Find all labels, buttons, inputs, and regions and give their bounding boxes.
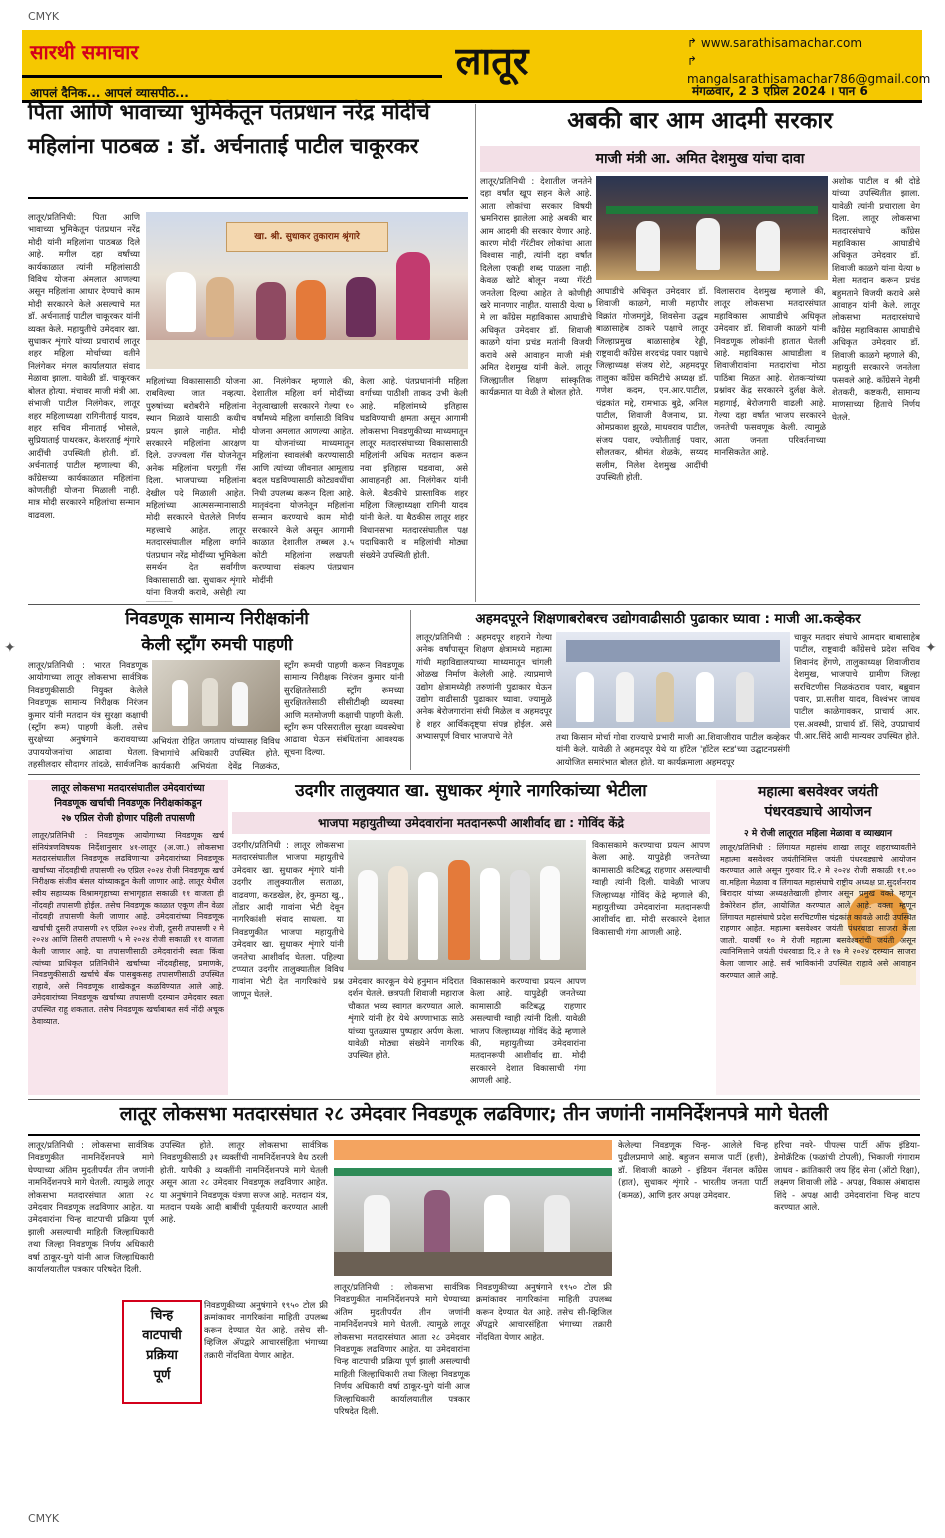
crowd-figure xyxy=(448,860,470,960)
story8-col2: उपस्थित होते. लातूर लोकसभा सार्वत्रिक निवडणुकीसाठी ३१ व्यक्तींची नामनिर्देशनपत्रे वैध ठरली होती. यापैकी ३ व्यक्तींनी नामनिर्देशनपत्रे मागे घेतली असून आता २८ उमेदवार निवडणूक लढविणार आहेत. या अनुषंगाने निवडणूक यंत्रणा सज्ज आहे. मतदान यंत्र, मतदान पथके आदी बाबींची पूर्वतयारी करण्यात आली आहे. xyxy=(160,1141,328,1226)
website-link[interactable]: ↱ www.sarathisamachar.com xyxy=(687,36,863,50)
story5-body: लातूर/प्रतिनिधी : निवडणूक आयोगाच्या निवडणूक खर्च संनियंत्रणविषयक निर्देशानुसार ४१-लातूर (अ.जा.) लोकसभा मतदारसंघातील निवडणूक लढविणाऱ्या उमेदवारांच्या निवडणूक खर्चाच्या नोंदवहीची तपासणी २७ एप्रिल २०२४ रोजी निवडणूक खर्च निरीक्षक संजीव बंसल यांच्याकडून केली जाणार आहे. लातूर येथील स्वीय सहाय्यक विश्रामगृहाच्या सभागृहात सकाळी ११ वाजता ही नोंदवही तपासणी होईल. तसेच निवडणूक काळात एकूण तीन वेळा नोंदवही तपासणी केली जाणार आहे. उमेदवारांच्या निवडणूक खर्चाची दुसरी तपासणी २९ एप्रिल २०२४ रोजी, दुसरी तपासणी २ मे २०२४ आणि तिसरी तपासणी ५ मे २०२४ रोजी सकाळी ११ वाजता केली जाणार आहे. या तपासणीसाठी उमेदवारांनी स्वतः किंवा त्यांच्या प्राधिकृत प्रतिनिधीने खर्चाच्या नोंदवहीसह, प्रमाणके, निवडणुकीसाठी खर्चाचे बँक पासबुकसह तपासणीसाठी उपस्थित राहावे, असे निवडणूक शाखेकडून कळविण्यात आले आहे. उमेदवारांच्या निवडणूक खर्चाच्या तपासणी दरम्यान उमेदवार स्वतः उपस्थित राहू शकतात. तसेच निवडणूक खर्चाबाबत सर्व नोंदी अचूक ठेवाव्यात. xyxy=(32,831,224,1026)
flag-stripe xyxy=(334,1168,612,1176)
story8-rule xyxy=(28,1134,920,1136)
leader-figure xyxy=(756,221,780,271)
speaker-figure xyxy=(396,252,430,342)
party-flags xyxy=(606,206,818,214)
story1-headline-line2: महिलांना पाठबळ : डॉ. अर्चनाताई पाटील चाकूरकर xyxy=(28,134,419,159)
story1-headline-line1: पिता आणि भावाच्या भुमिकेतून पंतप्रधान नरेंद्र मोदींचे xyxy=(28,100,430,124)
story8-headline: लातूर लोकसभा मतदारसंघात २८ उमेदवार निवडणूक लढविणार; तीन जणांनी नामनिर्देशनपत्रे मागे घेतली xyxy=(119,1103,829,1125)
person-figure xyxy=(206,277,234,337)
event-banner xyxy=(566,640,780,662)
story8-col3: लातूर/प्रतिनिधी : लोकसभा सार्वत्रिक निवडणुकीत नामनिर्देशनपत्रे मागे घेण्याच्या अंतिम मुदतीपर्यंत तीन जणांनी नामनिर्देशनपत्रे मागे घेतली. त्यामुळे लातूर लोकसभा मतदारसंघात आता २८ उमेदवार निवडणूक लढविणार आहेत. या उमेदवारांना चिन्ह वाटपाची प्रक्रिया पूर्ण झाली असल्याची माहिती जिल्हाधिकारी तथा जिल्हा निवडणूक निर्णय अधिकारी वर्षा ठाकूर-घुगे यांनी आज जिल्हाधिकारी कार्यालयातील पत्रकार परिषदेत दिली. xyxy=(334,1283,470,1418)
guest-figure xyxy=(696,672,714,722)
story6-col1: उदगीर/प्रतिनिधी : लातूर लोकसभा मतदारसंघातील भाजपा महायुतीचे उमेदवार खा. सुधाकर शृंगारे यांनी उदगीर तालुक्यातील सताळा, वाढवणा, करडखेल, हेर, कुमठा खु., तोंडार आदी गावांना भेटी देवून नागरिकांशी संवाद साधला. या निवडणुकीत भाजपा महायुतीचे उमेदवार खा. सुधाकर शृंगारे यांनी जनतेचा आशीर्वाद घेतला. पहिल्या टप्प्यात उदगीर तालुक्यातील विविध गावांना भेटी देत नागरिकांचे प्रश्न जाणून घेतले. xyxy=(232,841,344,1000)
crowd-figure xyxy=(418,872,438,960)
registration-top: CMYK xyxy=(28,10,60,23)
section-rule xyxy=(28,1099,920,1100)
official-figure xyxy=(232,682,248,726)
story7-body: लातूर/प्रतिनिधी : लिंगायत महासंघ शाखा लातूर शहराच्यावतीने महात्मा बसवेश्वर जयंतीनिमित्त जयंती पंधरवड्याचे आयोजन करण्यात आले असून गुरुवार दि.२ मे २०२४ रोजी सकाळी ११.०० वा.महिला मेळावा व लिंगायत महासंघाचे राष्ट्रीय अध्यक्ष प्रा.सुदर्शनराव बिरादार यांच्या अध्यक्षतेखाली होणार असून प्रमुख वक्ते म्हणून डेकोरेशन हॉल, आयोजित करण्यात आले आहे. वक्ता म्हणून लिंगायत महासंघाचे प्रदेश सरचिटणीस चंद्रकांत कावळे आदी उपस्थित राहणार आहेत. महात्मा बसवेश्वर जयंती पंधरवाडा साजरा केला जातो. यावर्षी १० मे रोजी महात्मा बसवेश्वरांची जयंती असून त्यानिमित्ताने जयंती पंधरवाडा दि.२ ते १७ मे २०२४ दरम्यान साजरा केला जाणार आहे. सर्व भाविकांनी उपस्थित राहावे असे आवाहन करण्यात आले आहे. xyxy=(720,843,916,980)
guest-figure xyxy=(616,672,634,722)
story8-photo xyxy=(334,1140,612,1276)
section-rule xyxy=(28,774,920,775)
section-rule xyxy=(28,604,920,605)
story1-col3: आ. निलंगेकर म्हणाले की, देशातील महिला वर्ग मोदींच्या नेतृत्वाखाली सरकारने गेल्या १० वर्षांमध्ये महिला वर्गासाठी विविध योजना अमलात आणल्या आहेत. या योजनांच्या माध्यमातून महिलांना स्वावलंबी करण्यासाठी आणि त्यांच्या जीवनात आमूलाग्र बदल घडविण्यासाठी कोट्यवधींचा निधी उपलब्ध करून दिला आहे. मातृवंदना योजनेतून महिलांना सन्मान करण्याचे काम मोदी सरकारने केले असून आगामी काळात देशातील तब्बल ३.५ कोटी महिलांना लखपती करण्याचा संकल्प पंतप्रधान मोदींनी xyxy=(252,377,354,586)
official-figure xyxy=(544,1195,570,1255)
sidebox-line: पूर्ण xyxy=(153,1368,171,1383)
crowd-figure xyxy=(358,870,378,960)
edition-city: लातूर xyxy=(455,38,529,83)
story6-col3: उमेदवार कारकून येथे हनुमान मंदिरात दर्शन घेतले. छत्रपती शिवाजी महाराज चौकात भव्य स्वागत करण्यात आले. शृंगारे यांनी हेर येथे अण्णाभाऊ साठे यांच्या पुतळ्यास पुष्पहार अर्पण केला. यावेळी मोठ्या संख्येने नागरिक उपस्थित होते. xyxy=(348,977,464,1062)
story2-col4: अशोक पाटील व श्री दोडे यांच्या उपस्थितीत झाला. यावेळी त्यांनी प्रचाराला वेग दिला. लातूर लोकसभा मतदारसंघाचे काँग्रेस महाविकास आघाडीचे अधिकृत उमेदवार डॉ. शिवाजी काळगे यांना येत्या ७ मेला मतदान करून प्रचंड बहुमताने विजयी करावे असे आवाहन यांनी केले. लातूर लोकसभा मतदारसंघाचे काँग्रेस महाविकास आघाडीचे अधिकृत उमेदवार डॉ. शिवाजी काळगे म्हणाले की, महायुती सरकारने जनतेला फसवले आहे. काँग्रेसने नेहमी शेतकरी, कष्टकरी, सामान्य माणसाच्या हिताचे निर्णय घेतले. xyxy=(832,177,920,423)
story7-headline-line1: महात्मा बसवेश्वर जयंती xyxy=(758,784,878,800)
story2-subhead: माजी मंत्री आ. अमित देशमुख यांचा दावा xyxy=(480,146,920,172)
masthead xyxy=(22,30,931,103)
story4-headline: अहमदपूरने शिक्षणाबरोबरच उद्योगवाढीसाठी पुढाकार घ्यावा : माजी आ.कव्हेकर xyxy=(475,611,861,627)
official-figure xyxy=(202,678,218,726)
story5-headline-line3: २७ एप्रिल रोजी होणार पहिली तपासणी xyxy=(61,812,195,824)
guest-figure xyxy=(736,672,754,722)
story4-col1: लातूर/प्रतिनिधी : अहमदपूर शहराने गेल्या अनेक वर्षांपासून शिक्षण क्षेत्रामध्ये महात्मा गांधी महाविद्यालयाच्या माध्यमातून चांगली ओळख निर्माण केलेली आहे. त्याप्रमाणे उद्योग क्षेत्रामध्येही तरुणांनी पुढाकार घेऊन उद्योग वाढीसाठी पुढाकार घ्यावा. ज्यामुळे अनेक बेरोजगारांना संधी मिळेल व अहमदपूर हे शहर आर्थिकदृष्ट्या संपन्न होईल. असे अभ्यासपूर्ण विचार भाजपाचे नेते xyxy=(416,633,552,743)
story8-sidebox xyxy=(122,1300,202,1404)
official-figure xyxy=(424,1190,450,1256)
person-figure xyxy=(346,277,376,337)
story7-headline-line2: पंधरवड्याचे आयोजन xyxy=(764,804,872,821)
story3-col1: लातूर/प्रतिनिधी : भारत निवडणूक आयोगाच्या लातूर लोकसभा सार्वत्रिक निवडणुकीसाठी नियुक्त केलेले निवडणूक सामान्य निरीक्षक निरंजन कुमार यांनी मतदान यंत्र सुरक्षा कक्षाची (स्ट्राँग रूम) पाहणी केली. तसेच सुरक्षेच्या अनुषंगाने करावयाच्या उपाययोजनांचा आढावा घेतला. तहसीलदार सौदागर तांदळे, सार्वजनिक xyxy=(28,661,148,770)
story6-headline: उदगीर तालुक्यात खा. सुधाकर शृंगारे नागरिकांच्या भेटीला xyxy=(295,781,647,801)
photo-banner-text: खा. श्री. सुधाकर तुकाराम श्रृंगारे xyxy=(226,222,388,252)
story3-col3: स्ट्राँग रूमची पाहणी करून निवडणूक सामान्य निरीक्षक निरंजन कुमार यांनी सुरक्षिततेसाठी स्ट्राँग रूमच्या सुरक्षिततेसाठी सीसीटीव्ही व्यवस्था आणि मतमोजणी कक्षाची पाहणी केली. स्ट्राँग रूम परिसरातील सुरक्षा व्यवस्थेचा आढावा घेऊन संबंधितांना आवश्यक सूचना दिल्या. xyxy=(284,661,404,758)
registration-mark-right: ✦ xyxy=(925,640,937,656)
story6-col3b: विकासकामे करण्याचा प्रयत्न आपण केला आहे. यापुढेही जनतेच्या कामासाठी कटिबद्ध राहणार असल्याची ग्वाही त्यांनी दिली. यावेळी भाजप जिल्हाध्यक्ष गोविंद केंद्रे म्हणाले की, महायुतीच्या उमेदवारांना मतदानरूपी आशीर्वाद द्या. मोदी सरकारने देशात विकासाची गंगा आणली आहे. xyxy=(470,977,586,1087)
story4-photo-caption: तथा किसान मोर्चा गोवा राज्याचे प्रभारी माजी आ.शिवाजीराव पाटील कव्हेकर यांनी केले. यावेळी ते अहमदपूर येथे या हॉटेल 'हॉटेल स्टड'च्या उद्घाटनप्रसंगी आयोजित समारंभात बोलत होते. या कार्यक्रमाला अहमदपूर xyxy=(556,733,790,768)
story4-col3: चाकूर मतदार संघाचे आमदार बाबासाहेब पाटील, राष्ट्रवादी काँग्रेसचे प्रदेश सचिव शिवानंद हेंगणे, तालुकाध्यक्ष शिवाजीराव देशमुख, भाजपाचे ग्रामीण जिल्हा सरचिटणीस निळकंठराव पवार, बब्रुवान पवार, प्रा.सतीश यादव, विश्वंभर जाधव पाटील काळेगावकर, प्राचार्य आर. एस.अवस्थी, प्राचार्य डॉ. सिंदे, उपप्राचार्य पी.आर.सिंदे आदी मान्यवर उपस्थित होते. xyxy=(794,633,920,743)
story5-headline-line2: निवडणूक खर्चाची निवडणूक निरीक्षकांकडून xyxy=(54,797,202,809)
registration-mark-left: ✦ xyxy=(4,640,16,656)
date-line: मंगळवार, 2 3 एप्रिल 2024 । पान 6 xyxy=(692,84,868,98)
story8-col4: निवडणुकीच्या अनुषंगाने १९५० टोल फ्री क्रमांकावर नागरिकांना माहिती उपलब्ध करून देण्यात येत आहे. तसेच सी-व्हिजिल अ‍ॅपद्वारे आचारसंहिता भंगाच्या तक्रारी नोंदविता येणार आहेत. xyxy=(476,1283,612,1343)
contacts xyxy=(687,34,930,88)
story6-photo xyxy=(348,840,586,970)
crowd-figure xyxy=(510,870,530,960)
story1-col4: केला आहे. पंतप्रधानांनी महिला वर्गाच्या पाठीशी ताकद उभी केली आहे. महिलांमध्ये इतिहास घडविण्याची क्षमता असून आगामी लोकसभा निवडणुकीच्या माध्यमातून लातूर मतदारसंघाच्या विकासासाठी महिलांनी अधिक मतदान करून नवा इतिहास घडवावा, असे आवाहनही आ. निलंगेकर यांनी केले. बैठकीचे प्रास्ताविक शहर महिला जिल्हाध्यक्षा रागिनी यादव यांनी केले. या बैठकीस लातूर शहर विधानसभा मतदारसंघातील पक्ष पदाधिकारी व महिलांची मोठ्या संख्येने उपस्थिती होती. xyxy=(360,377,468,561)
story2-col2: आघाडीचे अधिकृत उमेदवार डॉ. शिवाजी काळगे, माजी महापौर विक्रांत गोजमगुंडे, शिवसेना उद्धव बाळासाहेब ठाकरे पक्षाचे लातूर जिल्हाप्रमुख बाळासाहेब रेड्डी, राष्ट्रवादी काँग्रेस शरदचंद्र पवार पक्षाचे जिल्हाध्यक्ष संजय शेटे, अहमदपूर तालुका काँग्रेस कमिटीचे अध्यक्ष डॉ. गणेश कदम, एन.आर.पाटील, चंद्रकांत मद्दे, रामभाऊ बुद्रे, अनिल पाटील, शिवाजी वैजनाथ, प्रा. ओमप्रकाश झुरळे, माधवराव पाटील, संजय पवार, ज्योतीताई पवार, सौलतकर, श्रीमंत शेळके, सय्यद सलीम, निलेश देशमुख आदींची उपस्थिती होती. xyxy=(596,287,708,484)
story5-headline xyxy=(32,784,224,825)
person-figure xyxy=(256,282,286,340)
story1-headline xyxy=(28,100,468,158)
registration-bottom: CMYK xyxy=(28,1512,60,1525)
sidebox-line: प्रक्रिया xyxy=(146,1348,178,1363)
person-figure xyxy=(166,272,196,332)
official-figure xyxy=(484,1195,510,1255)
story1-rule xyxy=(28,197,468,199)
story2-col3: विलासराव देशमुख म्हणाले की, लातूर लोकसभा मतदारसंघात महाविकास आघाडीचे अधिकृत उमेदवार डॉ. शिवाजी काळगे यांनी निवडणूक लोकांनी हातात घेतली आहे. महाविकास आघाडीला व शिवाजीरावांना मतदारांचा मोठा पाठिंबा मिळत आहे. शेतकऱ्यांच्या प्रश्नांवर केंद्र सरकारने दुर्लक्ष केले. महागाई, बेरोजगारी वाढली आहे. गेल्या दहा वर्षांत भाजप सरकारने जनतेची फसवणूक केली. त्यामुळे आता जनता परिवर्तनाच्या मानसिकतेत आहे. xyxy=(714,287,826,459)
story3-headline xyxy=(28,610,406,655)
column-divider xyxy=(475,104,476,602)
story1-photo xyxy=(146,212,468,369)
story7-headline xyxy=(716,784,920,820)
story7-subhead: २ मे रोजी लातूरात महिला मेळावा व व्याख्यान xyxy=(744,829,892,839)
story2-photo xyxy=(596,176,828,280)
story6-subhead: भाजपा महायुतीच्या उमेदवारांना मतदानरूपी आशीर्वाद द्या : गोविंद केंद्रे xyxy=(232,812,710,834)
press-table xyxy=(334,1252,612,1276)
brand-name: सारथी समाचार xyxy=(30,40,139,64)
story2-col1: लातूर/प्रतिनिधी : देशातील जनतेने दहा वर्षांत खूप सहन केले आहे. आता लोकांचा सरकार विषयी भ्रमनिरास झालेला आहे अबकी बार आम आदमी की सरकार येणार आहे. कारण मोदी गॅरंटीवर लोकांचा आता विश्वास नाही, त्यांनी दहा वर्षांत दिलेला एकही शब्द पाळला नाही. केवळ खोटे बोलून नव्या गॅरंटी जनतेला दिल्या आहेत ते कोणीही खरे मानणार नाहीत. यासाठी येत्या ७ मे ला काँग्रेस महाविकास आघाडीचे अधिकृत उमेदवार डॉ. शिवाजी काळगे यांना प्रचंड मतांनी विजयी करावे असे आवाहन माजी मंत्री अमित देशमुख यांनी केले. लातूर जिल्ह्यातील शिक्षण सांस्कृतिक कार्यक्रमात या वेळी ते बोलत होते. xyxy=(480,177,592,398)
flag-stripe xyxy=(334,1140,612,1160)
story6-col4: विकासकामे करण्याचा प्रयत्न आपण केला आहे. यापुढेही जनतेच्या कामासाठी कटिबद्ध राहणार असल्याची ग्वाही त्यांनी दिली. यावेळी भाजप जिल्हाध्यक्ष गोविंद केंद्रे म्हणाले की, महायुतीच्या उमेदवारांना मतदानरूपी आशीर्वाद द्या. मोदी सरकारने देशात विकासाची गंगा आणली आहे. xyxy=(592,841,710,938)
tagline: आपलं दैनिक... आपलं व्यासपीठ... xyxy=(30,86,189,100)
leader-figure xyxy=(696,218,720,270)
story3-photo xyxy=(152,660,280,732)
story3-headline-line1: निवडणूक सामान्य निरीक्षकांनी xyxy=(125,609,309,629)
official-figure xyxy=(172,680,188,726)
leader-figure xyxy=(636,221,660,271)
story8-col1: लातूर/प्रतिनिधी : लोकसभा सार्वत्रिक निवडणुकीत नामनिर्देशनपत्रे मागे घेण्याच्या अंतिम मुदतीपर्यंत तीन जणांनी नामनिर्देशनपत्रे मागे घेतली. त्यामुळे लातूर लोकसभा मतदारसंघात आता २८ उमेदवार निवडणूक लढविणार आहेत. या उमेदवारांना चिन्ह वाटपाची प्रक्रिया पूर्ण झाली असल्याची माहिती जिल्हाधिकारी तथा जिल्हा निवडणूक निर्णय अधिकारी वर्षा ठाकूर-घुगे यांनी आज जिल्हाधिकारी कार्यालयातील पत्रकार परिषदेत दिली. xyxy=(28,1141,154,1276)
story3-headline-line2: केली स्ट्राँग रुमची पाहणी xyxy=(141,634,293,655)
stage-table xyxy=(146,340,468,369)
story4-photo xyxy=(556,632,790,728)
guest-figure xyxy=(656,672,674,722)
story3-col2: अभियंता रोहित जगताप यांच्यासह विविध विभागांचे अधिकारी उपस्थित होते. कार्यकारी अभियंता देवेंद्र निळकंठ, xyxy=(152,737,280,770)
story5-headline-line1: लातूर लोकसभा मतदारसंघातील उमेदवारांच्या xyxy=(51,783,205,794)
story1-col1: लातूर/प्रतिनिधी: पिता आणि भावाच्या भुमिकेतून पंतप्रधान नरेंद्र मोदी यांनी महिलांना पाठबळ दिले आहे. मगील दहा वर्षांच्या कार्यकाळात त्यांनी महिलांसाठी विविध योजना अंमलात आणल्या असून महिलांना आधार देण्याचे काम मोदी सरकारने केले असल्याचे मत डॉ. अर्चनाताई पाटील चाकूरकर यांनी व्यक्त केले. महायुतीचे उमेदवार खा. सुधाकर शृंगारे यांच्या प्रचारार्थ लातूर शहर महिला मोर्चाच्या वतीने निलंगेकर मंगल कार्यालयात संवाद मेळावा झाला. यावेळी डॉ. चाकूरकर बोलत होत्या. मंचावर माजी मंत्री आ. संभाजी पाटील निलंगेकर, लातूर शहर महिलाध्यक्षा रागिनीताई यादव, शहर सचिव मीनाताई भोसले, सुप्रियाताई पाथरकर, केशरताई शृंगारे आदींची उपस्थिती होती. डॉ. अर्चनाताई पाटील म्हणाल्या की, काँग्रेसच्या कार्यकाळात महिलांना कोणतीही योजना मिळाली नाही. मात्र मोदी सरकारने महिलांचा सन्मान वाढवला. xyxy=(28,213,140,521)
story8-col5: केलेल्या निवडणूक चिन्ह- आलेले चिन्ह पुढीलप्रमाणे आहे. बहुजन समाज पार्टी (हत्ती), डॉ. शिवाजी काळगे - इंडियन नॅशनल काँग्रेस (हात), सुधाकर शृंगारे - भारतीय जनता पार्टी (कमळ), आणि इतर अपक्ष उमेदवार. xyxy=(618,1141,768,1201)
story8-col2b: निवडणुकीच्या अनुषंगाने १९५० टोल फ्री क्रमांकावर नागरिकांना माहिती उपलब्ध करून देण्यात येत आहे. तसेच सी-व्हिजिल अ‍ॅपद्वारे आचारसंहिता भंगाच्या तक्रारी नोंदविता येणार आहेत. xyxy=(204,1301,328,1361)
sidebox-line: चिन्ह xyxy=(150,1308,174,1323)
story1-col2: महिलांच्या विकासासाठी योजना राबविल्या जात नव्हत्या. पुरुषांच्या बरोबरीने महिलांना स्थान मिळावे यासाठी कधीच प्रयत्न झाले नाहीत. मोदी सरकारने महिलांना आरक्षण दिले. उज्ज्वला गॅस योजनेतून अनेक महिलांना घरगुती गॅस दिला. भाजपाच्या महिलांना देखील पदे मिळाली आहेत. महिलांच्या आत्मसन्मानासाठी मोदी सरकारने घेतलेले निर्णय महत्त्वाचे आहेत. लातूर मतदारसंघातील महिला वर्गाने पंतप्रधान नरेंद्र मोदींच्या भूमिकेला समर्थन देत सर्वांगीण विकासासाठी खा. सुधाकर शृंगारे यांना विजयी करावे, असेही त्या xyxy=(146,377,246,598)
crowd-figure xyxy=(540,866,560,960)
crowd-figure xyxy=(480,868,500,960)
crowd-figure xyxy=(388,866,408,960)
guest-figure xyxy=(576,672,594,722)
person-figure xyxy=(296,280,326,340)
email-link[interactable]: ↱ mangalsarathisamachar786@gmail.com xyxy=(687,54,931,86)
flag-stripe xyxy=(334,1160,612,1168)
official-figure xyxy=(364,1195,390,1255)
sidebox-line: वाटपाची xyxy=(142,1328,182,1343)
column-divider xyxy=(410,610,411,770)
story8-col6: हरिचा नवरे- पीपल्स पार्टी ऑफ इंडिया-डेमोक्रॅटिक (फळांची टोपली), भिकाजी गंगाराम जाधव - क्रांतिकारी जय हिंद सेना (ऑटो रिक्षा), लक्ष्मण शिवाजी लोंढे - अपक्ष, विकास अंबादास शिंदे - अपक्ष आदी उमेदवारांना चिन्ह वाटप करण्यात आले. xyxy=(774,1141,920,1214)
brand-divider xyxy=(22,75,442,78)
story2-headline: अबकी बार आम आदमी सरकार xyxy=(567,108,833,134)
